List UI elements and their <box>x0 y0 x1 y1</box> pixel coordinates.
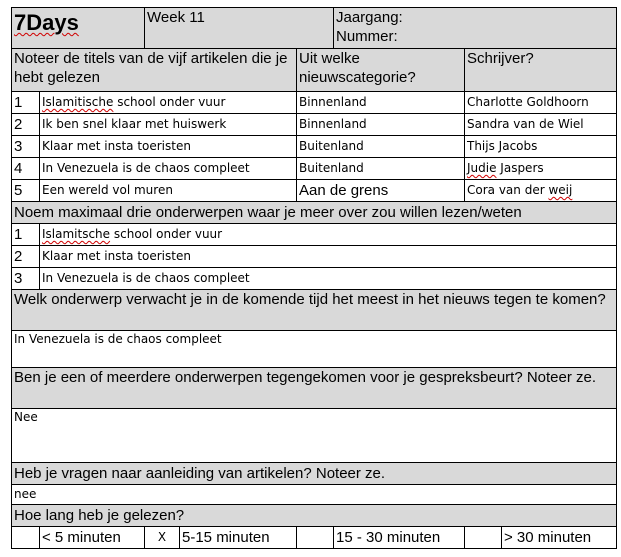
article-row <box>12 158 617 180</box>
topic-row <box>12 246 617 268</box>
row-number: 5 <box>12 180 40 202</box>
reading-log-form <box>11 7 617 549</box>
time-label-5-15: 5-15 minuten <box>180 527 297 549</box>
category-question: Uit welke nieuwscategorie? <box>297 49 465 92</box>
topic-row <box>12 268 617 290</box>
questions-answer-field[interactable]: nee <box>12 485 617 505</box>
speech-question: Ben je een of meerdere onderwerpen tegengekomen voor je gespreksbeurt? Noteer ze. <box>12 368 617 409</box>
time-label-15-30: 15 - 30 minuten <box>334 527 465 549</box>
time-label-lt5: < 5 minuten <box>40 527 145 549</box>
article-category-field[interactable]: Aan de grens <box>297 180 465 202</box>
article-row <box>12 136 617 158</box>
article-category-field[interactable]: Binnenland <box>297 114 465 136</box>
questions-question-row <box>12 463 617 485</box>
article-writer-field[interactable]: Thijs Jacobs <box>465 136 617 158</box>
speech-question-row <box>12 368 617 409</box>
expect-answer-field[interactable]: In Venezuela is de chaos compleet <box>12 331 617 368</box>
article-writer-field[interactable]: Charlotte Goldhoorn <box>465 92 617 114</box>
article-title-field[interactable]: In Venezuela is de chaos compleet <box>40 158 297 180</box>
row-number: 2 <box>12 246 40 268</box>
time-checkbox-15-30[interactable] <box>297 527 334 549</box>
writer-question: Schrijver? <box>465 49 617 92</box>
speech-answer-row <box>12 409 617 463</box>
expect-answer-row <box>12 331 617 368</box>
topic-field[interactable]: In Venezuela is de chaos compleet <box>40 268 617 290</box>
topic-field[interactable]: Islamitsche school onder vuur <box>40 224 617 246</box>
time-checkbox-5-15[interactable]: X <box>145 527 180 549</box>
article-writer-field[interactable]: Judie Jaspers <box>465 158 617 180</box>
time-question-row <box>12 505 617 527</box>
topic-field[interactable]: Klaar met insta toeristen <box>40 246 617 268</box>
article-title-field[interactable]: Klaar met insta toeristen <box>40 136 297 158</box>
topic-row <box>12 224 617 246</box>
questions-answer-row <box>12 485 617 505</box>
articles-header-row <box>12 49 617 92</box>
topics-question-row <box>12 202 617 224</box>
article-category-field[interactable]: Buitenland <box>297 136 465 158</box>
row-number: 3 <box>12 268 40 290</box>
speech-answer-field[interactable]: Nee <box>12 409 617 463</box>
article-title-field[interactable]: Islamitische school onder vuur <box>40 92 297 114</box>
row-number: 1 <box>12 92 40 114</box>
topics-question: Noem maximaal drie onderwerpen waar je meer over zou willen lezen/weten <box>12 202 617 224</box>
article-writer-field[interactable]: Sandra van de Wiel <box>465 114 617 136</box>
article-writer-field[interactable]: Cora van der weij <box>465 180 617 202</box>
row-number: 4 <box>12 158 40 180</box>
article-category-field[interactable]: Buitenland <box>297 158 465 180</box>
row-number: 2 <box>12 114 40 136</box>
jaargang-nummer-cell <box>334 8 617 49</box>
article-row <box>12 114 617 136</box>
article-row <box>12 180 617 202</box>
questions-question: Heb je vragen naar aanleiding van artikelen? Noteer ze. <box>12 463 617 485</box>
article-title-field[interactable]: Een wereld vol muren <box>40 180 297 202</box>
expect-question: Welk onderwerp verwacht je in de komende tijd het meest in het nieuws tegen te komen? <box>12 290 617 331</box>
time-label-gt30: > 30 minuten <box>502 527 617 549</box>
time-checkbox-lt5[interactable] <box>12 527 40 549</box>
row-number: 1 <box>12 224 40 246</box>
expect-question-row <box>12 290 617 331</box>
jaargang-label: Jaargang: <box>336 9 403 26</box>
nummer-label: Nummer: <box>336 28 398 45</box>
row-number: 3 <box>12 136 40 158</box>
time-checkbox-gt30[interactable] <box>465 527 502 549</box>
week-cell: Week 11 <box>145 8 334 49</box>
header-row <box>12 8 617 49</box>
time-question: Hoe lang heb je gelezen? <box>12 505 617 527</box>
time-options-row <box>12 527 617 549</box>
titles-question: Noteer de titels van de vijf artikelen die je hebt gelezen <box>12 49 297 92</box>
magazine-title: 7Days <box>12 8 145 49</box>
article-row <box>12 92 617 114</box>
article-title-field[interactable]: Ik ben snel klaar met huiswerk <box>40 114 297 136</box>
article-category-field[interactable]: Binnenland <box>297 92 465 114</box>
